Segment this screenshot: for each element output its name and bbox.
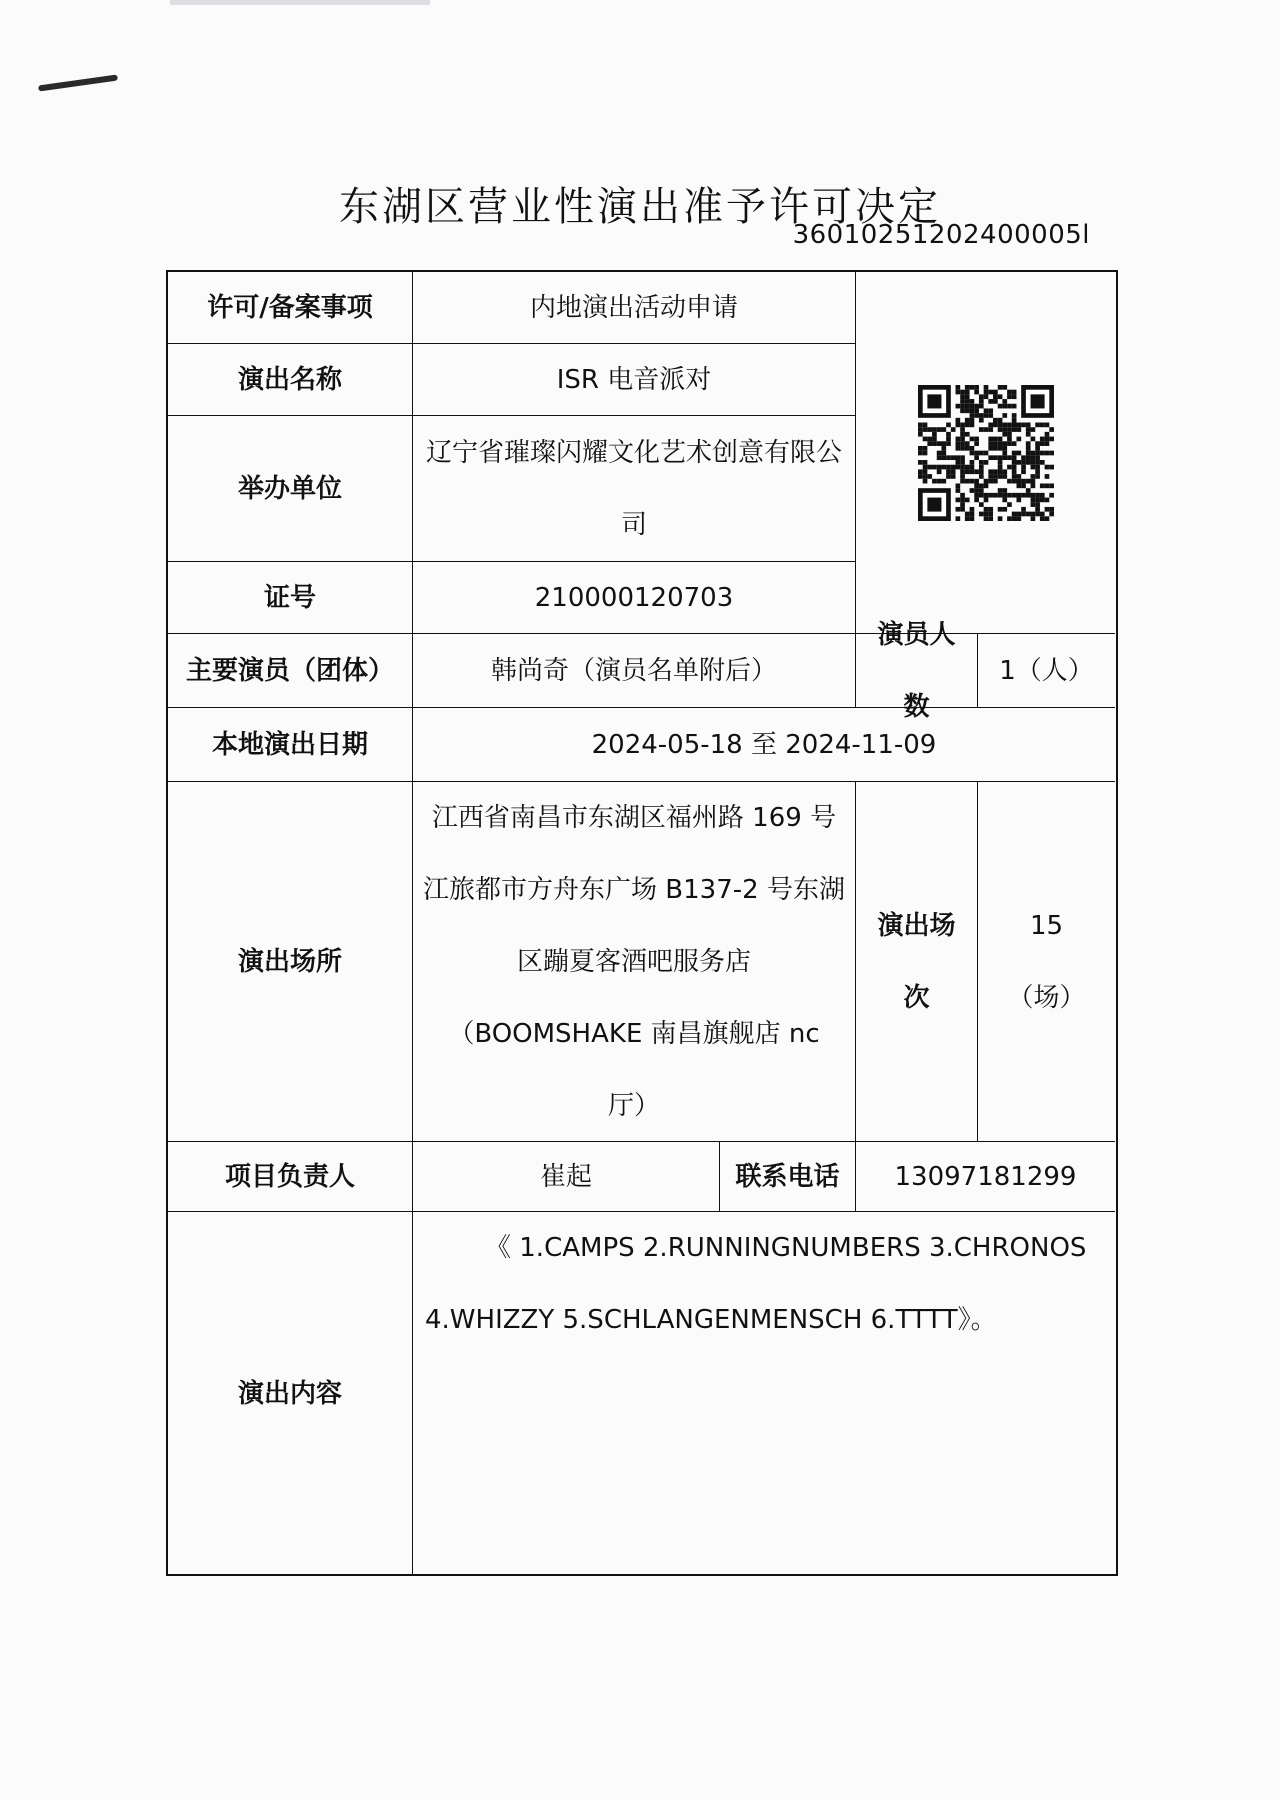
organizer-value: [413, 416, 856, 562]
sessions-number: 15: [1029, 910, 1064, 941]
item-label: 许可/备案事项: [168, 272, 413, 344]
venue-line-5: 厅）: [607, 1090, 660, 1121]
content-label: 演出内容: [168, 1212, 413, 1576]
performers-label: 主要演员（团体）: [168, 634, 413, 708]
organizer-line-2: 司: [620, 509, 647, 540]
item-value: 内地演出活动申请: [413, 272, 856, 344]
phone-value: 13097181299: [856, 1142, 1115, 1212]
sessions-unit: （场）: [1007, 982, 1086, 1013]
venue-label: 演出场所: [168, 782, 413, 1142]
show-name-label: 演出名称: [168, 344, 413, 416]
document-number: 36010251202400005l: [792, 220, 1090, 250]
show-name-value: ISR 电音派对: [413, 344, 856, 416]
dates-value: 2024-05-18 至 2024-11-09: [413, 708, 1115, 782]
permit-table: [166, 270, 1118, 1576]
cert-value: 210000120703: [413, 562, 856, 634]
phone-label: 联系电话: [720, 1142, 856, 1212]
scan-mark: [38, 74, 118, 91]
manager-label: 项目负责人: [168, 1142, 413, 1212]
document-title: 东湖区营业性演出准予许可决定: [339, 183, 941, 230]
manager-value: 崔起: [413, 1142, 720, 1212]
qr-code-icon: [918, 385, 1054, 521]
sessions-label: 演出场次: [856, 782, 978, 1142]
venue-line-1: 江西省南昌市东湖区福州路 169 号: [431, 802, 837, 833]
cert-label: 证号: [168, 562, 413, 634]
performer-count-value: 1（人）: [978, 634, 1115, 708]
performers-value: 韩尚奇（演员名单附后）: [413, 634, 856, 708]
organizer-label: 举办单位: [168, 416, 413, 562]
venue-line-4: （BOOMSHAKE 南昌旗舰店 nc: [448, 1018, 820, 1049]
qr-code-cell: [856, 272, 1115, 634]
content-line-2: 4.WHIZZY 5.SCHLANGENMENSCH 6.TTTT》。: [425, 1305, 997, 1335]
dates-label: 本地演出日期: [168, 708, 413, 782]
content-value: [413, 1212, 1115, 1576]
scan-smudge: [170, 0, 430, 5]
venue-line-2: 江旅都市方舟东广场 B137-2 号东湖: [423, 874, 845, 905]
content-line-1: 《 1.CAMPS 2.RUNNINGNUMBERS 3.CHRONOS: [485, 1233, 1087, 1263]
venue-value: [413, 782, 856, 1142]
organizer-line-1: 辽宁省璀璨闪耀文化艺术创意有限公: [425, 437, 842, 468]
performer-count-label: 演员人数: [856, 634, 978, 708]
sessions-value: [978, 782, 1115, 1142]
venue-line-3: 区蹦夏客酒吧服务店: [516, 946, 751, 977]
